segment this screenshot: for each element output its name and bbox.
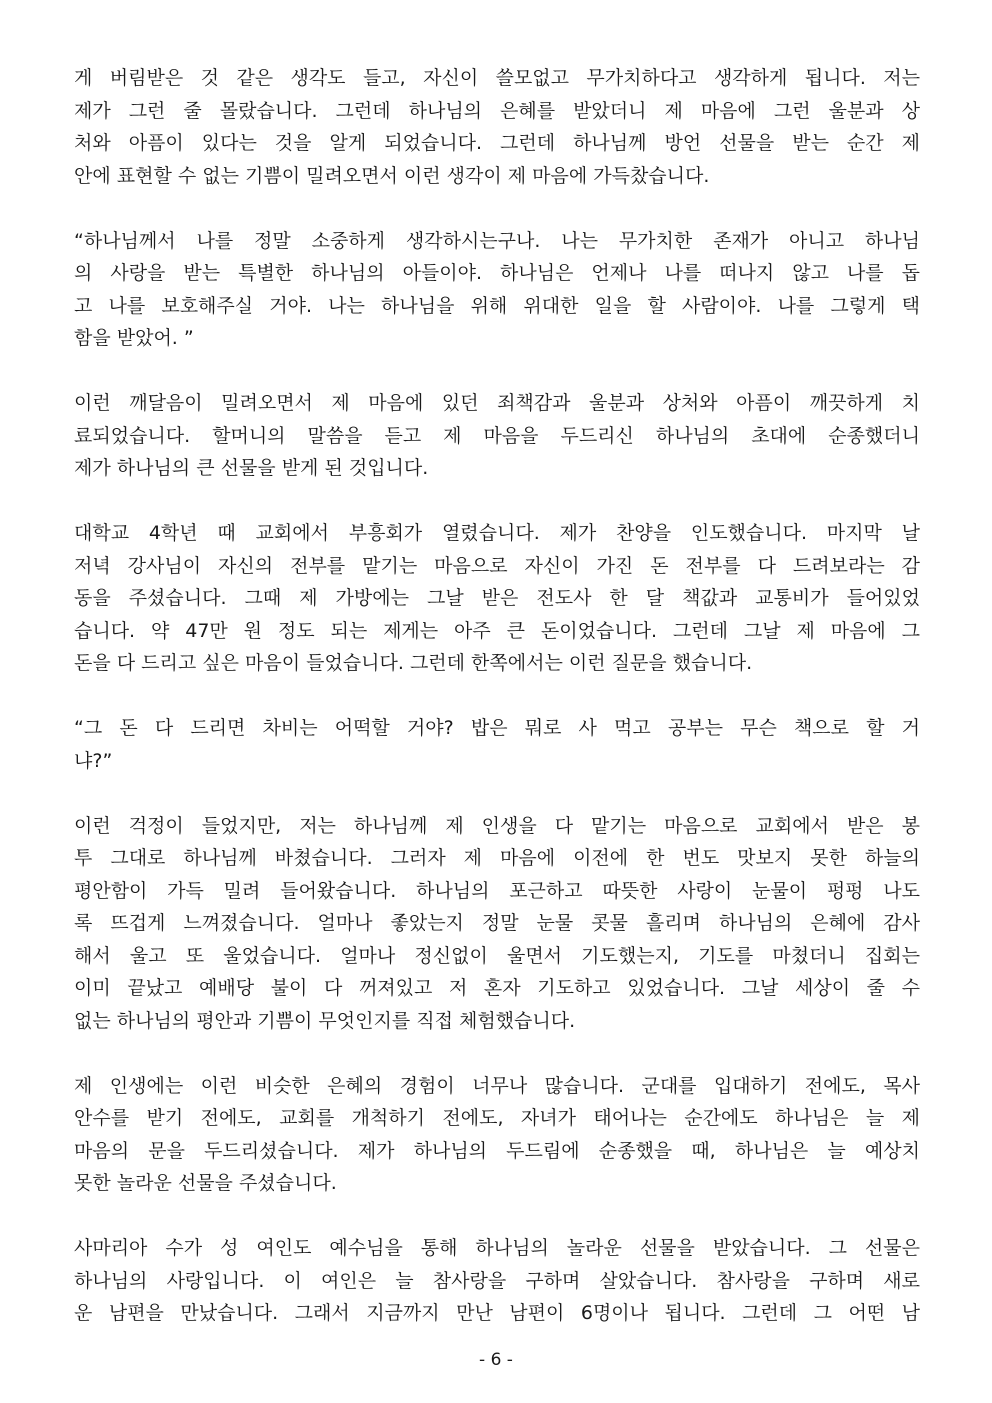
text-line: 못한 놀라운 선물을 주셨습니다. (74, 1172, 337, 1194)
text-line: 이런 깨달음이 밀려오면서 제 마음에 있던 죄책감과 울분과 상처와 아픔이 깨끗하게 치 (74, 392, 920, 414)
paragraph (74, 1232, 920, 1330)
paragraph-gap (74, 1200, 920, 1233)
text-line: 이런 걱정이 들었지만, 저는 하나님께 제 인생을 다 맡기는 마음으로 교회에서 받은 봉 (74, 814, 920, 837)
text-line: 게 버림받은 것 같은 생각도 들고, 자신이 쓸모없고 무가치하다고 생각하게 됩니다. 저는 (74, 67, 920, 89)
text-line: 돈을 다 드리고 싶은 마음이 들었습니다. 그런데 한쪽에서는 이런 질문을 했습니다. (74, 652, 753, 674)
text-line: 제 인생에는 이런 비슷한 은혜의 경험이 너무나 많습니다. 군대를 입대하기 전에도, 목사 (74, 1074, 920, 1097)
paragraph (74, 62, 920, 192)
text-line: 해서 울고 또 울었습니다. 얼마나 정신없이 울면서 기도했는지, 기도를 마쳤더니 집회는 (74, 944, 920, 967)
text-line: 의 사랑을 받는 특별한 하나님의 아들이야. 하나님은 언제나 나를 떠나지 않고 나를 돕 (74, 262, 920, 284)
paragraph (74, 712, 920, 777)
text-line: 고 나를 보호해주실 거야. 나는 하나님을 위해 위대한 일을 할 사람이야. 나를 그렇게 택 (74, 294, 920, 317)
text-line: 저녁 강사님이 자신의 전부를 맡기는 마음으로 자신이 가진 돈 전부를 다 드려보라는 감 (74, 554, 920, 577)
text-line: 마음의 문을 두드리셨습니다. 제가 하나님의 두드림에 순종했을 때, 하나님은 늘 예상치 (74, 1139, 920, 1162)
text-line: 제가 하나님의 큰 선물을 받게 된 것입니다. (74, 457, 429, 479)
text-line: “그 돈 다 드리면 차비는 어떡할 거야? 밥은 뭐로 사 먹고 공부는 무슨 책으로 할 거 (74, 717, 920, 739)
text-line: 투 그대로 하나님께 바쳤습니다. 그러자 제 마음에 이전에 한 번도 맛보지 못한 하늘의 (74, 847, 920, 869)
paragraph-gap (74, 1037, 920, 1070)
text-line: “하나님께서 나를 정말 소중하게 생각하시는구나. 나는 무가치한 존재가 아니고 하나님 (74, 229, 920, 252)
text-line: 제가 그런 줄 몰랐습니다. 그런데 하나님의 은혜를 받았더니 제 마음에 그런 울분과 상 (74, 99, 920, 122)
text-line: 록 뜨겁게 느껴졌습니다. 얼마나 좋았는지 정말 눈물 콧물 흘리며 하나님의 은혜에 감사 (74, 912, 920, 934)
text-line: 대학교 4학년 때 교회에서 부흥회가 열렸습니다. 제가 찬양을 인도했습니다. 마지막 날 (74, 522, 920, 544)
text-line: 운 남편을 만났습니다. 그래서 지금까지 만난 남편이 6명이나 됩니다. 그런데 그 어떤 남 (74, 1302, 920, 1324)
text-line: 처와 아픔이 있다는 것을 알게 되었습니다. 그런데 하나님께 방언 선물을 받는 순간 제 (74, 132, 920, 154)
text-line: 사마리아 수가 성 여인도 예수님을 통해 하나님의 놀라운 선물을 받았습니다. 그 선물은 (74, 1237, 920, 1259)
paragraph (74, 517, 920, 680)
paragraph (74, 810, 920, 1038)
document-body (74, 62, 920, 1330)
text-line: 없는 하나님의 평안과 기쁨이 무엇인지를 직접 체험했습니다. (74, 1009, 576, 1032)
paragraph-gap (74, 777, 920, 810)
text-line: 료되었습니다. 할머니의 말씀을 듣고 제 마음을 두드리신 하나님의 초대에 순종했더니 (74, 424, 920, 447)
paragraph (74, 1070, 920, 1200)
paragraph (74, 387, 920, 485)
paragraph-gap (74, 680, 920, 713)
page-number: - 6 - (479, 1350, 513, 1370)
text-line: 동을 주셨습니다. 그때 제 가방에는 그날 받은 전도사 한 달 책값과 교통비가 들어있었 (74, 587, 920, 609)
text-line: 함을 받았어. ” (74, 327, 194, 349)
text-line: 냐?” (74, 749, 113, 772)
text-line: 안수를 받기 전에도, 교회를 개척하기 전에도, 자녀가 태어나는 순간에도 하나님은 늘 제 (74, 1107, 920, 1129)
paragraph-gap (74, 192, 920, 225)
paragraph (74, 225, 920, 355)
text-line: 평안함이 가득 밀려 들어왔습니다. 하나님의 포근하고 따뜻한 사랑이 눈물이 펑펑 나도 (74, 879, 920, 902)
paragraph-gap (74, 355, 920, 388)
text-line: 하나님의 사랑입니다. 이 여인은 늘 참사랑을 구하며 살았습니다. 참사랑을 구하며 새로 (74, 1269, 920, 1292)
paragraph-gap (74, 485, 920, 518)
text-line: 습니다. 약 47만 원 정도 되는 제게는 아주 큰 돈이었습니다. 그런데 그날 제 마음에 그 (74, 619, 920, 642)
text-line: 이미 끝났고 예배당 불이 다 꺼져있고 저 혼자 기도하고 있었습니다. 그날 세상이 줄 수 (74, 977, 920, 999)
text-line: 안에 표현할 수 없는 기쁨이 밀려오면서 이런 생각이 제 마음에 가득찼습니다. (74, 164, 710, 187)
